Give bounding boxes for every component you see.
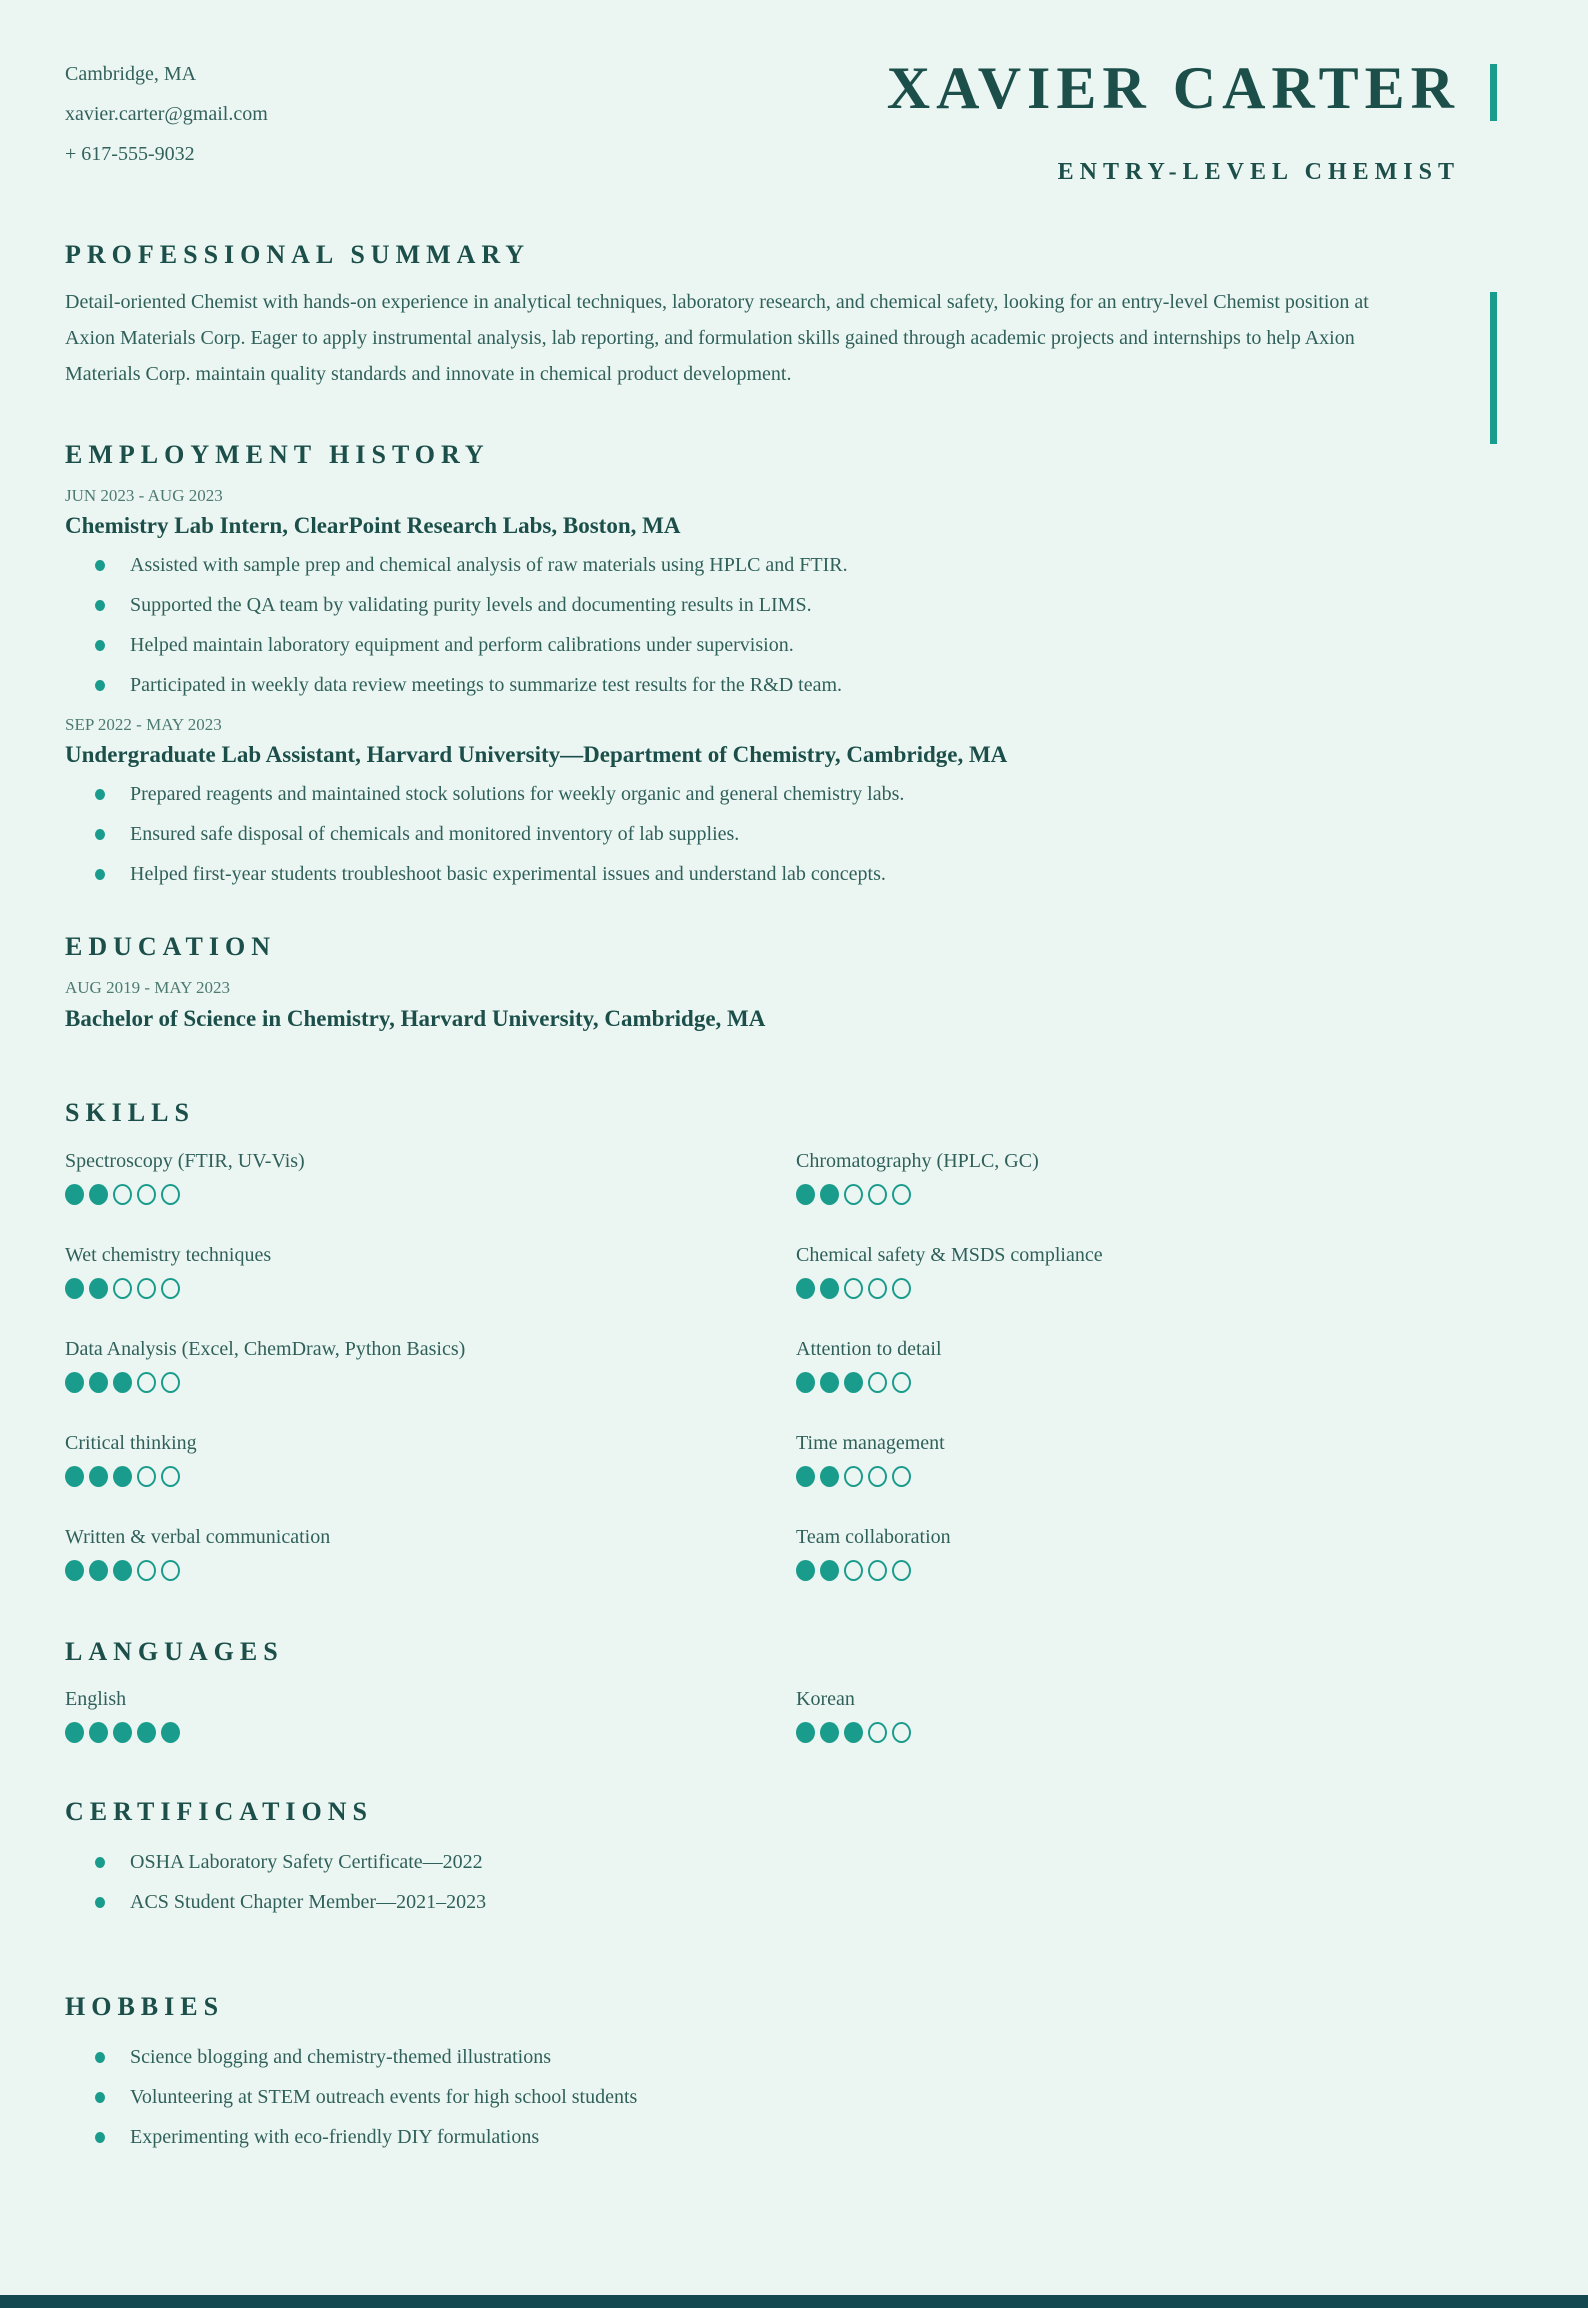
- employment-heading: EMPLOYMENT HISTORY: [65, 439, 490, 469]
- job-bullet: [65, 554, 1460, 577]
- level-dot-empty: [892, 1466, 911, 1487]
- skill-item: [65, 1431, 796, 1487]
- level-dot-filled: [113, 1560, 132, 1581]
- level-dot-filled: [161, 1722, 180, 1743]
- level-dot-empty: [892, 1722, 911, 1743]
- bullet-icon: [95, 1857, 105, 1868]
- level-dot-filled: [820, 1466, 839, 1487]
- resume-page: [0, 55, 1588, 2308]
- bullet-icon: [95, 1897, 105, 1908]
- skill-label: Chemical safety & MSDS compliance: [796, 1244, 1103, 1267]
- job-bullet-list: [65, 554, 1460, 697]
- bullet-text: Assisted with sample prep and chemical analysis of raw materials using HPLC and FTIR.: [130, 554, 848, 577]
- level-dot-filled: [65, 1372, 84, 1393]
- summary-text: Detail-oriented Chemist with hands-on experience in analytical techniques, laboratory research, and chemical safety, looking for an entry-level Chemist position at Axion Materials Corp. Eager to apply instrumental analysis, lab reporting, and formulation skills gained through academic projects and internships to help Axion Materials Corp. maintain quality standards and innovate in chemical product development.: [65, 290, 1369, 385]
- section-certifications: [65, 1797, 1460, 1914]
- job-bullet: [65, 634, 1460, 657]
- level-dot-empty: [113, 1278, 132, 1299]
- level-dot-empty: [892, 1372, 911, 1393]
- certification-text: ACS Student Chapter Member—2021–2023: [130, 1891, 487, 1914]
- skill-level-dots: [796, 1184, 1460, 1205]
- level-dot-empty: [892, 1278, 911, 1299]
- level-dot-empty: [868, 1278, 887, 1299]
- skill-label: Time management: [796, 1432, 945, 1455]
- job-title: Undergraduate Lab Assistant, Harvard University—Department of Chemistry, Cambridge, MA: [65, 742, 1008, 768]
- level-dot-empty: [844, 1184, 863, 1205]
- level-dot-filled: [89, 1560, 108, 1581]
- skill-item: [796, 1431, 1460, 1487]
- skill-label: Spectroscopy (FTIR, UV-Vis): [65, 1150, 305, 1173]
- level-dot-empty: [868, 1560, 887, 1581]
- level-dot-filled: [89, 1278, 108, 1299]
- level-dot-filled: [796, 1184, 815, 1205]
- job-bullet: [65, 863, 1460, 886]
- language-item: [796, 1687, 1460, 1743]
- level-dot-filled: [844, 1372, 863, 1393]
- certifications-list: [65, 1851, 1460, 1914]
- level-dot-empty: [137, 1560, 156, 1581]
- bullet-icon: [95, 829, 105, 840]
- hobbies-heading: HOBBIES: [65, 1992, 225, 2022]
- level-dot-filled: [89, 1184, 108, 1205]
- job-title: Chemistry Lab Intern, ClearPoint Research Labs, Boston, MA: [65, 513, 681, 539]
- language-label: Korean: [796, 1688, 855, 1711]
- skill-label: Written & verbal communication: [65, 1526, 331, 1549]
- contact-email: xavier.carter@gmail.com: [65, 103, 268, 125]
- level-dot-filled: [820, 1278, 839, 1299]
- job-dates: SEP 2022 - MAY 2023: [65, 715, 222, 735]
- skill-level-dots: [65, 1184, 796, 1205]
- languages-heading: LANGUAGES: [65, 1637, 284, 1667]
- resume-content: [0, 55, 1588, 2149]
- footer-bar: [0, 2295, 1588, 2308]
- hobby-text: Volunteering at STEM outreach events for high school students: [130, 2086, 638, 2109]
- level-dot-filled: [137, 1722, 156, 1743]
- level-dot-filled: [844, 1722, 863, 1743]
- languages-grid: [65, 1687, 1460, 1743]
- skill-level-dots: [65, 1560, 796, 1581]
- language-level-dots: [65, 1722, 796, 1743]
- skill-item: [65, 1525, 796, 1581]
- candidate-name: XAVIER CARTER: [886, 55, 1460, 121]
- job-list: [65, 486, 1460, 887]
- skill-item: [796, 1149, 1460, 1205]
- contact-info: [65, 64, 268, 184]
- skill-level-dots: [65, 1466, 796, 1487]
- level-dot-empty: [868, 1466, 887, 1487]
- level-dot-filled: [113, 1722, 132, 1743]
- level-dot-filled: [820, 1184, 839, 1205]
- skill-item: [65, 1149, 796, 1205]
- language-item: [65, 1687, 796, 1743]
- contact-phone: + 617-555-9032: [65, 143, 195, 165]
- certification-item: [65, 1891, 1460, 1914]
- education-heading: EDUCATION: [65, 932, 276, 962]
- level-dot-filled: [796, 1372, 815, 1393]
- bullet-icon: [95, 600, 105, 611]
- job-bullet: [65, 594, 1460, 617]
- accent-bar-top: [1490, 64, 1497, 121]
- level-dot-empty: [844, 1466, 863, 1487]
- level-dot-filled: [796, 1722, 815, 1743]
- section-education: [65, 932, 1460, 1033]
- level-dot-filled: [796, 1278, 815, 1299]
- level-dot-empty: [161, 1372, 180, 1393]
- level-dot-empty: [868, 1184, 887, 1205]
- skill-item: [65, 1243, 796, 1299]
- level-dot-empty: [868, 1722, 887, 1743]
- level-dot-empty: [161, 1560, 180, 1581]
- skill-item: [65, 1337, 796, 1393]
- bullet-text: Supported the QA team by validating purity levels and documenting results in LIMS.: [130, 594, 812, 617]
- hobby-item: [65, 2046, 1460, 2069]
- level-dot-filled: [113, 1466, 132, 1487]
- skill-label: Attention to detail: [796, 1338, 942, 1361]
- bullet-icon: [95, 680, 105, 691]
- hobby-item: [65, 2126, 1460, 2149]
- language-level-dots: [796, 1722, 1460, 1743]
- level-dot-empty: [137, 1278, 156, 1299]
- job-entry: [65, 715, 1460, 886]
- level-dot-filled: [820, 1722, 839, 1743]
- candidate-job-title: ENTRY-LEVEL CHEMIST: [1057, 159, 1460, 185]
- level-dot-empty: [161, 1184, 180, 1205]
- bullet-text: Prepared reagents and maintained stock solutions for weekly organic and general chemistry labs.: [130, 783, 905, 806]
- level-dot-empty: [892, 1184, 911, 1205]
- skills-heading: SKILLS: [65, 1097, 195, 1127]
- level-dot-filled: [65, 1184, 84, 1205]
- section-languages: [65, 1637, 1460, 1743]
- skill-item: [796, 1243, 1460, 1299]
- section-employment-history: [65, 440, 1460, 886]
- skill-item: [796, 1337, 1460, 1393]
- skill-label: Data Analysis (Excel, ChemDraw, Python Basics): [65, 1338, 466, 1361]
- skill-level-dots: [796, 1466, 1460, 1487]
- certifications-heading: CERTIFICATIONS: [65, 1797, 373, 1827]
- job-bullet: [65, 823, 1460, 846]
- level-dot-filled: [796, 1466, 815, 1487]
- level-dot-filled: [65, 1722, 84, 1743]
- level-dot-empty: [892, 1560, 911, 1581]
- level-dot-filled: [796, 1560, 815, 1581]
- job-dates: JUN 2023 - AUG 2023: [65, 485, 223, 505]
- level-dot-empty: [868, 1372, 887, 1393]
- section-professional-summary: [65, 240, 1460, 392]
- hobbies-list: [65, 2046, 1460, 2149]
- skill-label: Chromatography (HPLC, GC): [796, 1150, 1039, 1173]
- bullet-text: Participated in weekly data review meetings to summarize test results for the R&D team.: [130, 674, 843, 697]
- accent-bar-summary: [1490, 292, 1497, 444]
- level-dot-empty: [844, 1278, 863, 1299]
- level-dot-empty: [161, 1278, 180, 1299]
- header: [65, 55, 1460, 185]
- job-bullet: [65, 783, 1460, 806]
- level-dot-filled: [89, 1372, 108, 1393]
- level-dot-filled: [65, 1278, 84, 1299]
- job-bullet-list: [65, 783, 1460, 886]
- hobby-text: Experimenting with eco-friendly DIY formulations: [130, 2126, 540, 2149]
- level-dot-filled: [89, 1466, 108, 1487]
- section-hobbies: [65, 1992, 1460, 2149]
- skill-label: Team collaboration: [796, 1526, 951, 1549]
- bullet-icon: [95, 640, 105, 651]
- skill-level-dots: [65, 1278, 796, 1299]
- bullet-text: Helped maintain laboratory equipment and perform calibrations under supervision.: [130, 634, 794, 657]
- level-dot-empty: [844, 1560, 863, 1581]
- level-dot-filled: [113, 1372, 132, 1393]
- level-dot-empty: [137, 1184, 156, 1205]
- skill-label: Wet chemistry techniques: [65, 1244, 272, 1267]
- level-dot-empty: [137, 1466, 156, 1487]
- bullet-icon: [95, 869, 105, 880]
- skill-level-dots: [796, 1278, 1460, 1299]
- section-skills: [65, 1098, 1460, 1582]
- education-degree: Bachelor of Science in Chemistry, Harvard University, Cambridge, MA: [65, 1005, 766, 1031]
- skill-level-dots: [796, 1560, 1460, 1581]
- language-label: English: [65, 1688, 127, 1711]
- bullet-text: Helped first-year students troubleshoot basic experimental issues and understand lab concepts.: [130, 863, 886, 886]
- skill-level-dots: [796, 1372, 1460, 1393]
- job-bullet: [65, 674, 1460, 697]
- contact-location: Cambridge, MA: [65, 63, 197, 85]
- job-entry: [65, 486, 1460, 697]
- certification-item: [65, 1851, 1460, 1874]
- skill-level-dots: [65, 1372, 796, 1393]
- hobby-text: Science blogging and chemistry-themed illustrations: [130, 2046, 552, 2069]
- level-dot-filled: [65, 1560, 84, 1581]
- bullet-icon: [95, 2132, 105, 2143]
- level-dot-empty: [161, 1466, 180, 1487]
- skill-item: [796, 1525, 1460, 1581]
- level-dot-filled: [820, 1372, 839, 1393]
- level-dot-filled: [89, 1722, 108, 1743]
- certification-text: OSHA Laboratory Safety Certificate—2022: [130, 1851, 483, 1874]
- summary-heading: PROFESSIONAL SUMMARY: [65, 240, 531, 269]
- bullet-icon: [95, 560, 105, 571]
- bullet-icon: [95, 2092, 105, 2103]
- skills-grid: [65, 1149, 1460, 1581]
- level-dot-filled: [65, 1466, 84, 1487]
- bullet-icon: [95, 2052, 105, 2063]
- level-dot-empty: [137, 1372, 156, 1393]
- level-dot-filled: [820, 1560, 839, 1581]
- name-block: [886, 55, 1460, 185]
- bullet-text: Ensured safe disposal of chemicals and monitored inventory of lab supplies.: [130, 823, 740, 846]
- hobby-item: [65, 2086, 1460, 2109]
- education-dates: AUG 2019 - MAY 2023: [65, 978, 230, 998]
- skill-label: Critical thinking: [65, 1432, 197, 1455]
- bullet-icon: [95, 789, 105, 800]
- level-dot-empty: [113, 1184, 132, 1205]
